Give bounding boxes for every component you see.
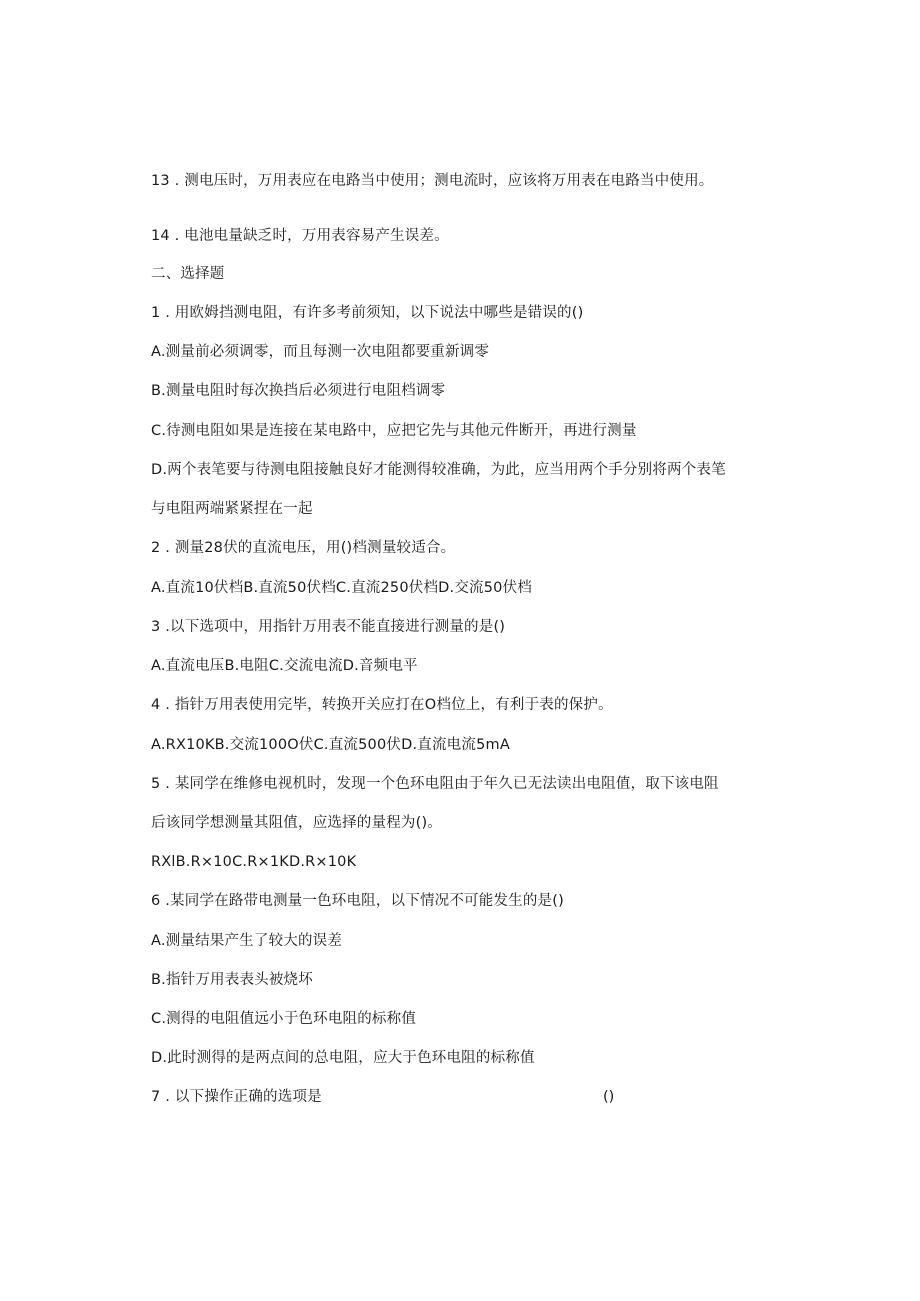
section-heading-choice: 二、选择题 [151,266,225,282]
mc6-question: 6 .某同学在路带电测量一色环电阻，以下情况不可能发生的是() [151,893,564,909]
mc1-option-d: D.两个表笔要与待测电阻接触良好才能测得较准确，为此，应当用两个手分别将两个表笔 [151,462,726,478]
mc5-question-cont: 后该同学想测量其阻值，应选择的量程为()。 [151,815,443,831]
mc1-option-c: C.待测电阻如果是连接在某电路中，应把它先与其他元件断开，再进行测量 [151,423,637,439]
mc4-options: A.RX10KB.交流100O伏C.直流500伏D.直流电流5mA [151,737,510,753]
q13-text: 13 . 测电压时，万用表应在电路当中使用；测电流时，应该将万用表在电路当中使用。 [151,173,714,189]
mc6-option-d: D.此时测得的是两点间的总电阻，应大于色环电阻的标称值 [151,1050,535,1066]
mc6-option-b: B.指针万用表表头被烧坏 [151,972,313,988]
mc6-option-a: A.测量结果产生了较大的误差 [151,933,343,949]
mc4-question: 4 . 指针万用表使用完毕，转换开关应打在O档位上，有利于表的保护。 [151,697,613,713]
mc3-options: A.直流电压B.电阻C.交流电流D.音频电平 [151,658,418,674]
mc3-question: 3 .以下选项中，用指针万用表不能直接进行测量的是() [151,619,506,635]
mc7-question: 7 . 以下操作正确的选项是 [151,1089,322,1105]
mc5-question: 5 . 某同学在维修电视机时，发现一个色环电阻由于年久已无法读出电阻值，取下该电阻 [151,776,719,792]
mc7-answer-paren: () [603,1089,615,1105]
mc1-option-b: B.测量电阻时每次换挡后必须进行电阻档调零 [151,383,446,399]
q14-text: 14 . 电池电量缺乏时，万用表容易产生误差。 [151,228,449,244]
mc1-option-a: A.测量前必须调零，而且每测一次电阻都要重新调零 [151,344,490,360]
mc2-question: 2 . 测量28伏的直流电压，用()档测量较适合。 [151,540,456,556]
mc6-option-c: C.测得的电阻值远小于色环电阻的标称值 [151,1011,417,1027]
mc2-options: A.直流10伏档B.直流50伏档C.直流250伏档D.交流50伏档 [151,580,532,596]
mc1-option-d-cont: 与电阻两端紧紧捏在一起 [151,501,313,517]
mc1-question: 1 . 用欧姆挡测电阻，有许多考前须知，以下说法中哪些是错误的() [151,305,584,321]
mc5-options: RXlB.R×10C.R×1KD.R×10K [151,854,357,870]
